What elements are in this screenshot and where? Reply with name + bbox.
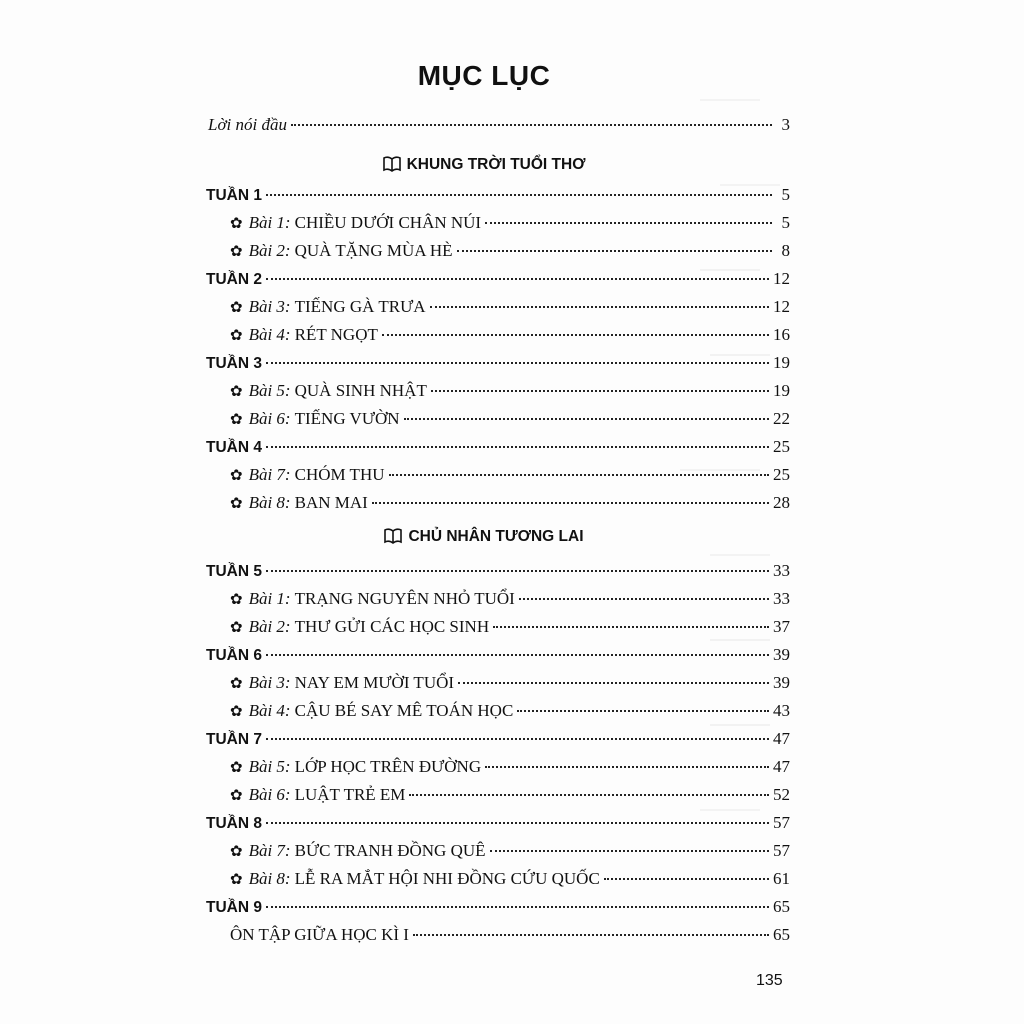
lesson-number: Bài 2: (248, 617, 291, 636)
toc-lesson[interactable] (230, 840, 790, 863)
toc-lesson[interactable] (230, 324, 790, 347)
toc-lesson[interactable] (230, 784, 790, 807)
leader-dots (266, 278, 769, 280)
lesson-number: Bài 6: (248, 785, 291, 804)
lesson-number: Bài 3: (248, 297, 291, 316)
entry-page: 25 (773, 465, 790, 484)
entry-label: TUẦN 6 (206, 647, 262, 664)
toc-lesson[interactable] (230, 616, 790, 639)
entry-label: THƯ GỬI CÁC HỌC SINH (294, 617, 490, 636)
leader-dots (266, 446, 769, 448)
lesson-number: Bài 5: (248, 381, 291, 400)
entry-page: 61 (773, 869, 790, 888)
entry-page: 5 (781, 213, 790, 232)
section-title: CHỦ NHÂN TƯƠNG LAI (408, 528, 584, 545)
toc-week[interactable] (206, 184, 790, 207)
entry-page: 22 (773, 409, 790, 428)
leader-dots (431, 390, 769, 392)
leader-dots (266, 194, 772, 196)
book-icon (384, 528, 402, 549)
lesson-number: Bài 1: (248, 589, 291, 608)
toc-lesson[interactable] (230, 868, 790, 891)
leader-dots (404, 418, 769, 420)
toc-lesson[interactable] (230, 756, 790, 779)
toc-lesson[interactable] (230, 588, 790, 611)
lesson-number: Bài 7: (248, 841, 291, 860)
flower-bullet-icon: ✿ (230, 592, 243, 608)
toc-week[interactable] (206, 896, 790, 919)
toc-review[interactable] (230, 924, 790, 946)
toc-lesson[interactable] (230, 492, 790, 515)
entry-label: BAN MAI (294, 493, 368, 512)
leader-dots (372, 502, 769, 504)
lesson-number: Bài 6: (248, 409, 291, 428)
leader-dots (493, 626, 769, 628)
leader-dots (604, 878, 769, 880)
leader-dots (409, 794, 769, 796)
toc-week[interactable] (206, 352, 790, 375)
toc-intro[interactable] (208, 114, 790, 136)
toc-lesson[interactable] (230, 212, 790, 235)
toc-week[interactable] (206, 728, 790, 751)
toc-week[interactable] (206, 436, 790, 459)
entry-label: TRẠNG NGUYÊN NHỎ TUỔI (294, 589, 515, 608)
leader-dots (266, 906, 769, 908)
entry-page: 47 (773, 729, 790, 748)
intro-page: 3 (781, 115, 790, 134)
leader-dots (266, 822, 769, 824)
entry-label: QUÀ SINH NHẬT (294, 381, 427, 400)
entry-page: 19 (773, 381, 790, 400)
toc-week[interactable] (206, 644, 790, 667)
entry-page: 57 (773, 841, 790, 860)
entry-page: 33 (773, 589, 790, 608)
entry-label: TUẦN 3 (206, 355, 262, 372)
toc-lesson[interactable] (230, 408, 790, 431)
leader-dots (266, 570, 769, 572)
flower-bullet-icon: ✿ (230, 244, 243, 260)
toc-week[interactable] (206, 268, 790, 291)
flower-bullet-icon: ✿ (230, 760, 243, 776)
flower-bullet-icon: ✿ (230, 496, 243, 512)
entry-page: 12 (773, 269, 790, 288)
entry-label: TUẦN 1 (206, 187, 262, 204)
flower-bullet-icon: ✿ (230, 620, 243, 636)
leader-dots (266, 738, 769, 740)
intro-label: Lời nói đầu (208, 115, 287, 134)
entry-page: 28 (773, 493, 790, 512)
section-title: KHUNG TRỜI TUỔI THƠ (406, 156, 586, 173)
leader-dots (457, 250, 773, 252)
entry-label: TIẾNG GÀ TRƯA (294, 297, 426, 316)
section-heading (0, 156, 968, 177)
leader-dots (413, 934, 769, 936)
leader-dots (490, 850, 769, 852)
leader-dots (266, 654, 769, 656)
leader-dots (291, 124, 772, 126)
entry-page: 16 (773, 325, 790, 344)
entry-label: TUẦN 9 (206, 899, 262, 916)
entry-label: CHIỀU DƯỚI CHÂN NÚI (294, 213, 482, 232)
entry-page: 65 (773, 925, 790, 944)
toc-lesson[interactable] (230, 380, 790, 403)
flower-bullet-icon: ✿ (230, 468, 243, 484)
flower-bullet-icon: ✿ (230, 216, 243, 232)
entry-page: 65 (773, 897, 790, 916)
lesson-number: Bài 4: (248, 701, 291, 720)
entry-label: RÉT NGỌT (294, 325, 378, 344)
toc-lesson[interactable] (230, 296, 790, 319)
lesson-number: Bài 4: (248, 325, 291, 344)
entry-page: 25 (773, 437, 790, 456)
leader-dots (517, 710, 769, 712)
entry-page: 47 (773, 757, 790, 776)
entry-page: 52 (773, 785, 790, 804)
entry-page: 33 (773, 561, 790, 580)
entry-label: LỄ RA MẮT HỘI NHI ĐỒNG CỨU QUỐC (294, 869, 600, 888)
flower-bullet-icon: ✿ (230, 844, 243, 860)
entry-page: 43 (773, 701, 790, 720)
page-title: MỤC LỤC (417, 60, 551, 91)
toc-week[interactable] (206, 812, 790, 835)
entry-label: TUẦN 4 (206, 439, 262, 456)
entry-label: QUÀ TẶNG MÙA HÈ (294, 241, 453, 260)
lesson-number: Bài 5: (248, 757, 291, 776)
entry-label: ÔN TẬP GIỮA HỌC KÌ I (230, 925, 409, 944)
leader-dots (519, 598, 769, 600)
flower-bullet-icon: ✿ (230, 328, 243, 344)
page-number: 135 (756, 972, 783, 989)
flower-bullet-icon: ✿ (230, 300, 243, 316)
leader-dots (430, 306, 769, 308)
entry-label: CHÓM THU (294, 465, 385, 484)
entry-page: 12 (773, 297, 790, 316)
entry-label: LUẬT TRẺ EM (294, 785, 406, 804)
entry-label: BỨC TRANH ĐỒNG QUÊ (294, 841, 486, 860)
flower-bullet-icon: ✿ (230, 412, 243, 428)
flower-bullet-icon: ✿ (230, 676, 243, 692)
lesson-number: Bài 2: (248, 241, 291, 260)
flower-bullet-icon: ✿ (230, 704, 243, 720)
flower-bullet-icon: ✿ (230, 384, 243, 400)
entry-label: NAY EM MƯỜI TUỔI (294, 673, 455, 692)
entry-label: TUẦN 7 (206, 731, 262, 748)
toc-lesson[interactable] (230, 464, 790, 487)
entry-page: 8 (781, 241, 790, 260)
toc-lesson[interactable] (230, 240, 790, 263)
entry-page: 39 (773, 645, 790, 664)
leader-dots (266, 362, 769, 364)
entry-page: 57 (773, 813, 790, 832)
leader-dots (458, 682, 769, 684)
book-icon (383, 156, 401, 177)
entry-page: 19 (773, 353, 790, 372)
leader-dots (382, 334, 769, 336)
lesson-number: Bài 3: (248, 673, 291, 692)
toc-lesson[interactable] (230, 672, 790, 695)
lesson-number: Bài 1: (248, 213, 291, 232)
entry-label: TUẦN 2 (206, 271, 262, 288)
entry-label: TUẦN 8 (206, 815, 262, 832)
entry-page: 5 (781, 185, 790, 204)
entry-label: CẬU BÉ SAY MÊ TOÁN HỌC (294, 701, 514, 720)
flower-bullet-icon: ✿ (230, 788, 243, 804)
flower-bullet-icon: ✿ (230, 872, 243, 888)
lesson-number: Bài 7: (248, 465, 291, 484)
entry-label: TUẦN 5 (206, 563, 262, 580)
leader-dots (485, 222, 772, 224)
lesson-number: Bài 8: (248, 869, 291, 888)
section-heading (0, 528, 968, 549)
toc-week[interactable] (206, 560, 790, 583)
entry-label: LỚP HỌC TRÊN ĐƯỜNG (294, 757, 482, 776)
entry-label: TIẾNG VƯỜN (294, 409, 400, 428)
toc-lesson[interactable] (230, 700, 790, 723)
lesson-number: Bài 8: (248, 493, 291, 512)
leader-dots (389, 474, 770, 476)
entry-page: 37 (773, 617, 790, 636)
leader-dots (485, 766, 769, 768)
entry-page: 39 (773, 673, 790, 692)
